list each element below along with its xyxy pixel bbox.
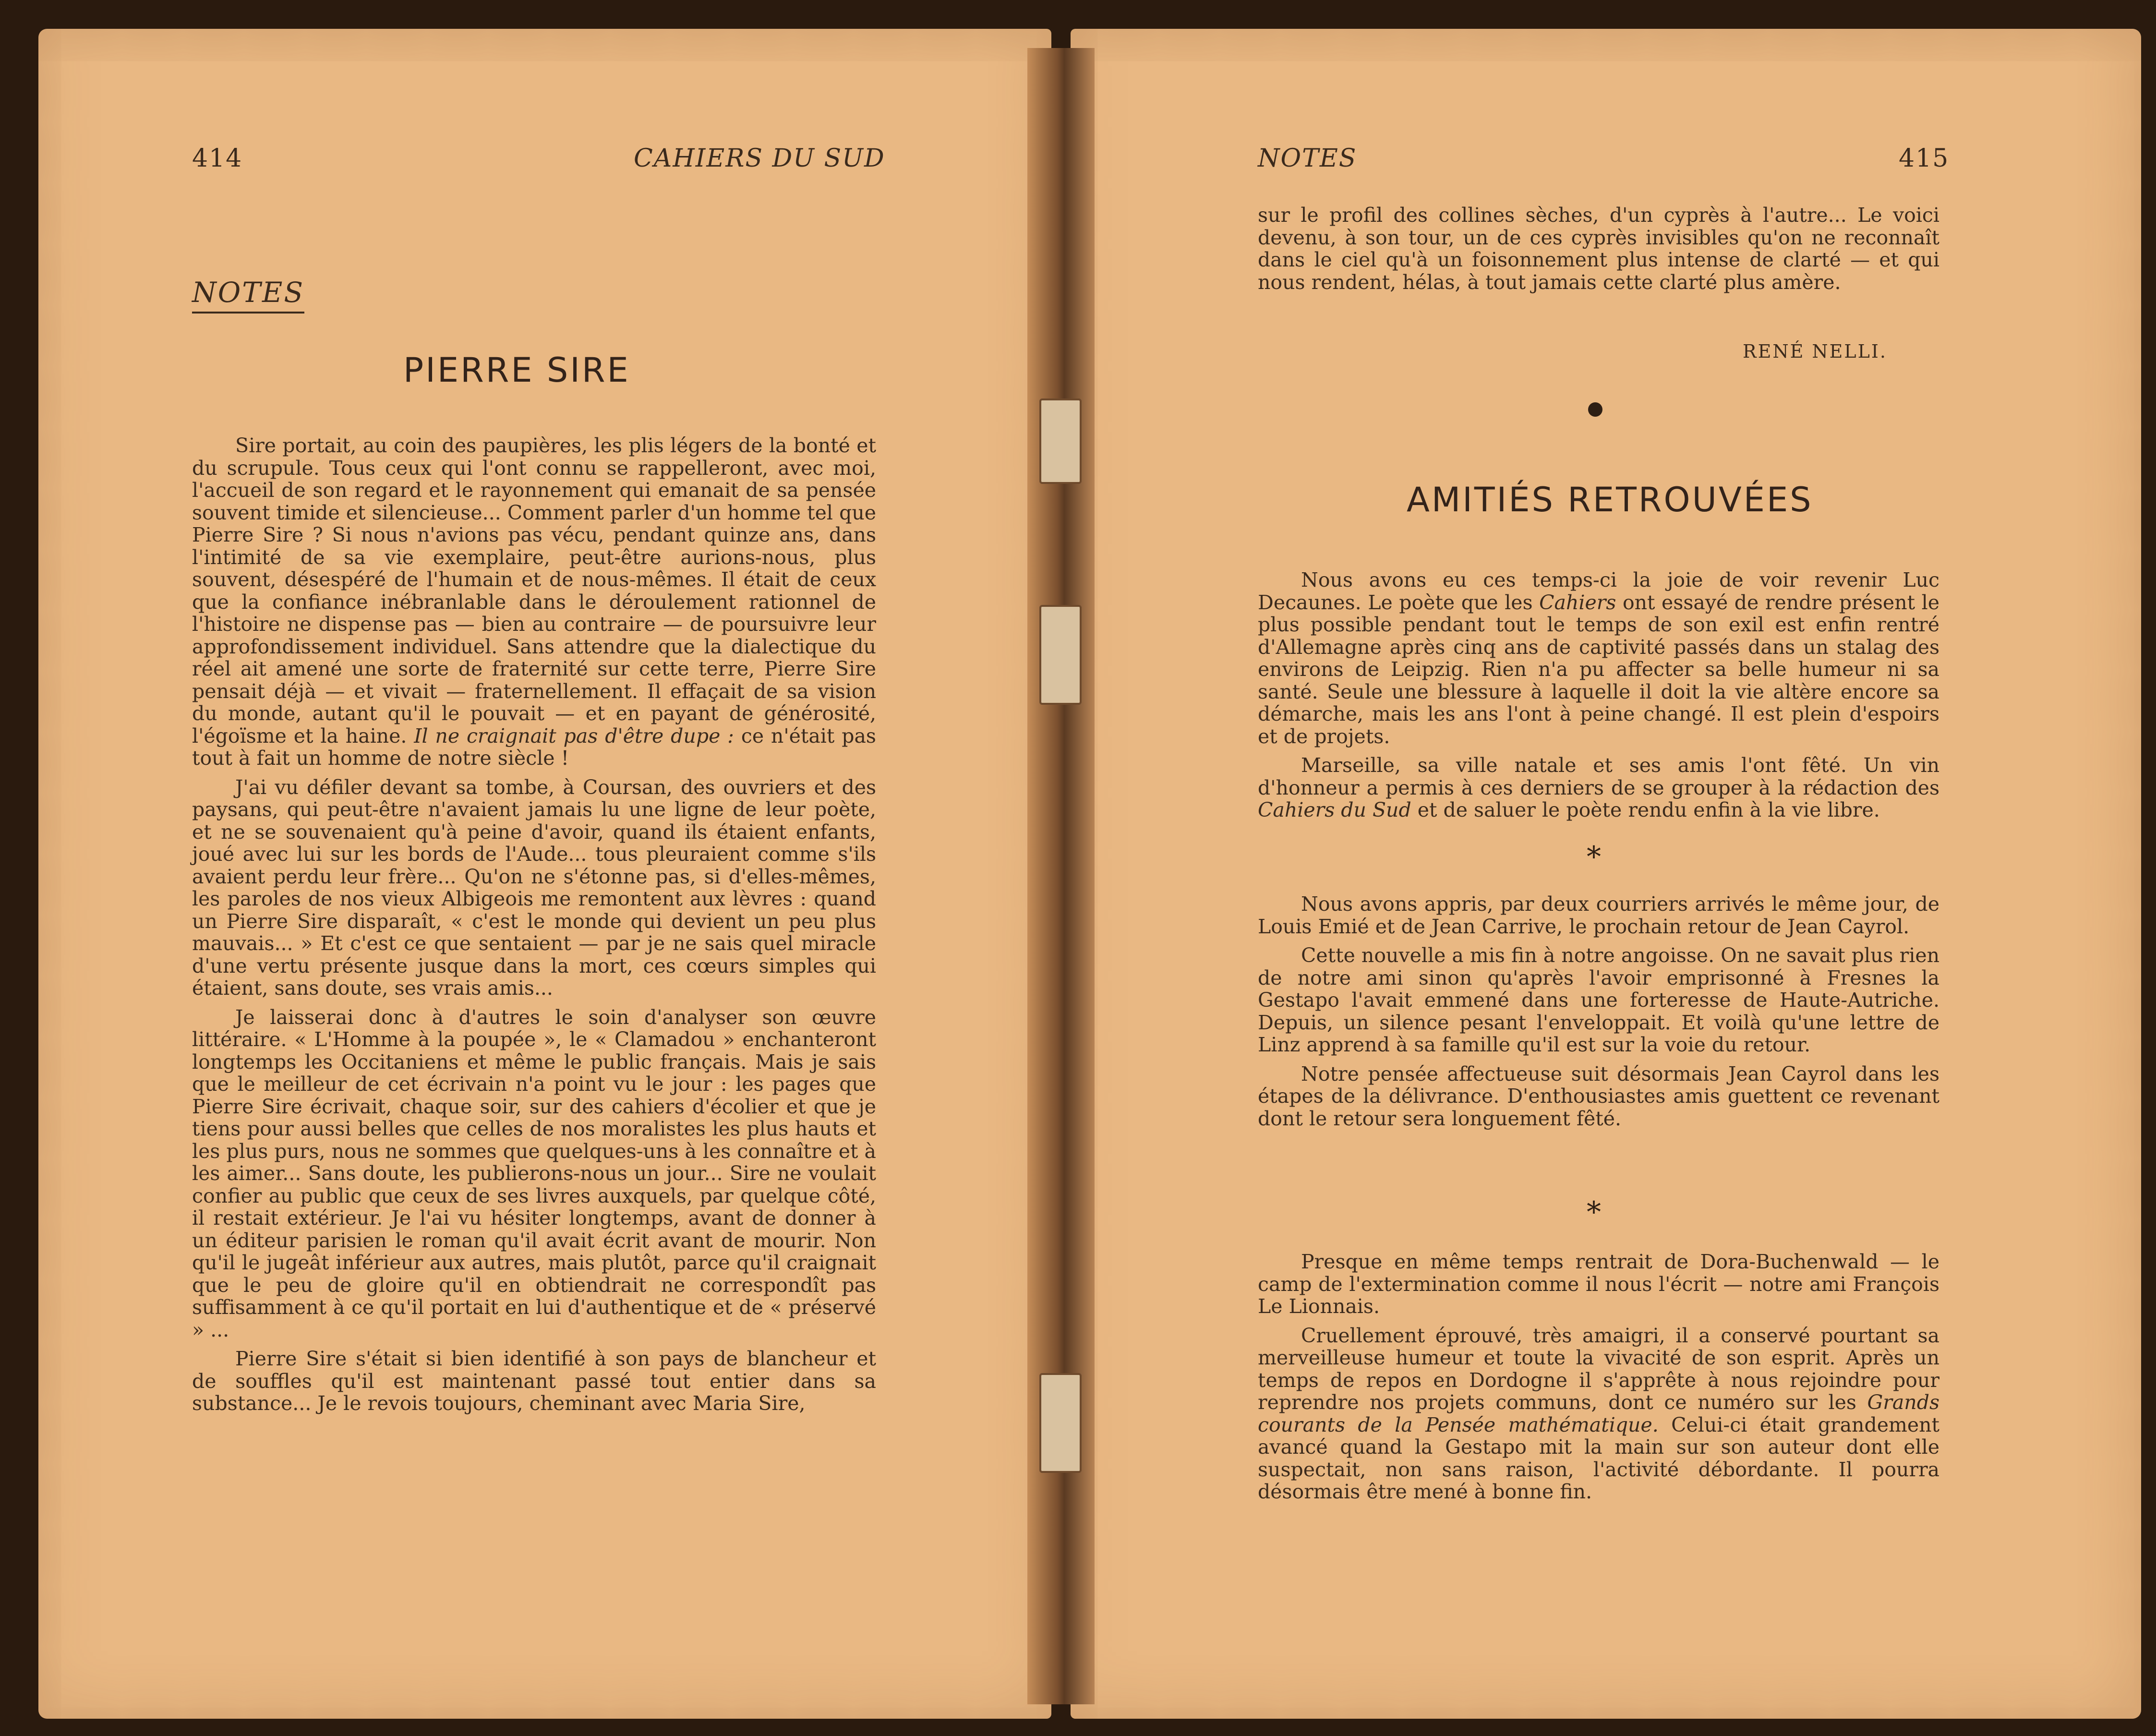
paragraph	[1258, 569, 1939, 747]
page-number-right: 415	[1899, 144, 1950, 173]
paragraph	[192, 434, 876, 770]
paragraph: Notre pensée affectueuse suit désormais Jean Cayrol dans les étapes de la délivrance. D'enthousiastes amis guettent ce revenant dont le retour sera longuement fêté.	[1258, 1062, 1939, 1130]
binding-stitch	[1039, 398, 1082, 484]
italic-phrase: Il ne craignait pas d'être dupe :	[414, 724, 734, 747]
paragraph-text: Cruellement éprouvé, très amaigri, il a conservé pourtant sa merveilleuse humeur et toute la vivacité de son esprit. Après un temps de repos en Dordogne il s'apprête à nous rejoindre pour reprendre nos projets communs, dont ce numéro sur les	[1258, 1324, 1939, 1414]
paragraph: Je laisserai donc à d'autres le soin d'analyser son œuvre littéraire. « L'Homme à la poupée », le « Clamadou » enchanteront longtemps les Occitaniens et même le public français. Mais je sais que le meilleur de cet écrivain n'a point vu le jour : les pages que Pierre Sire écrivait, chaque soir, sur des cahiers d'écolier et que je tiens pour aussi belles que celles de nos moralistes les plus hauts et les plus purs, nous ne sommes que quelques-uns à les connaître et à les aimer... Sans doute, les publierons-nous un jour... Sire ne voulait confier au public que ceux de ses livres auxquels, par quelque côté, il restait extérieur. Je l'ai vu hésiter longtemps, avant de donner à un éditeur parisien le roman qu'il avait écrit avant de mourir. Non qu'il le jugeât inférieur aux autres, mais plutôt, parce qu'il craignait que le peu de gloire qu'il en obtiendrait ne correspondît pas suffisamment à ce qu'il portait en lui d'authentique et de « préservé » ...	[192, 1005, 876, 1341]
left-column	[192, 434, 876, 1422]
paragraph	[1258, 1325, 1939, 1503]
asterism-ornament: *	[1587, 1195, 1601, 1229]
paragraph: Cette nouvelle a mis fin à notre angoisse. On ne savait plus rien de notre ami sinon qu'après l'avoir emprisonné à Fresnes la Gestapo l'avait emmené dans une forteresse de Haute-Autriche. Depuis, un silence pesant l'enveloppait. Et voilà qu'une lettre de Linz apprend à sa famille qu'il est sur la voie du retour.	[1258, 944, 1939, 1056]
right-column-part3	[1258, 1251, 1939, 1510]
paragraph: sur le profil des collines sèches, d'un cyprès à l'autre... Le voici devenu, à son tour, un de ces cyprès invisibles qu'on ne reconnaît dans le ciel qu'à un foisonnement plus intense de clarté — et qui nous rendent, hélas, à tout jamais cette clarté plus amère.	[1258, 204, 1939, 294]
asterism-ornament: *	[1587, 840, 1601, 874]
binding-stitch	[1039, 1373, 1082, 1473]
author-signature: RENÉ NELLI.	[1743, 341, 1887, 362]
paragraph-text: Celui-ci était grandement avancé quand la Gestapo mit la main sur son auteur dont elle suspectait, non sans raison, l'activité débordante. Il pourra désormais être mené à bonne fin.	[1258, 1413, 1939, 1503]
paragraph-text: et de saluer le poète rendu enfin à la vie libre.	[1411, 798, 1880, 821]
section-label: NOTES	[192, 276, 304, 313]
paragraph: Nous avons appris, par deux courriers arrivés le même jour, de Louis Emié et de Jean Carrive, le prochain retour de Jean Cayrol.	[1258, 892, 1939, 938]
page-number-left: 414	[192, 144, 243, 173]
article-title-pierre-sire: PIERRE SIRE	[403, 350, 630, 390]
italic-phrase: Grands courants de la Pensée mathématique.	[1258, 1391, 1939, 1436]
paragraph: J'ai vu défiler devant sa tombe, à Coursan, des ouvriers et des paysans, qui peut-être n'avaient jamais lu une ligne de leur poète, et ne se souvenaient qu'à peine d'avoir, quand ils étaient enfants, joué avec lui sur les bords de l'Aude... tous pleuraient comme s'ils avaient perdu leur frère... Qu'on ne s'étonne pas, si d'elles-mêmes, les paroles de nos vieux Albigeois me remontent aux lèvres : quand un Pierre Sire disparaît, « c'est le monde qui devient un peu plus mauvais... » Et c'est ce que sentaient — par je ne sais quel miracle d'une vertu présente jusque dans la mort, ces cœurs simples qui étaient, sans doute, ses vrais amis...	[192, 775, 876, 1000]
italic-phrase: Cahiers du Sud	[1258, 798, 1411, 821]
paragraph-text: ont essayé de rendre présent le plus possible pendant tout le temps de son exil est enfin rentré d'Allemagne après cinq ans de captivité passés dans un stalag des environs de Leipzig. Rien n'a pu affecter sa belle humeur ni sa santé. Seule une blessure à laquelle il doit la vie altère encore sa démarche, mais les ans l'ont à peine changé. Il est plein d'espoirs et de projets.	[1258, 591, 1939, 748]
paragraph	[1258, 754, 1939, 821]
right-column-part1	[1258, 569, 1939, 828]
section-separator-dot	[1588, 402, 1602, 417]
italic-phrase: Cahiers	[1539, 591, 1616, 614]
paragraph: Pierre Sire s'était si bien identifié à son pays de blancheur et de souffles qu'il est maintenant passé tout entier dans sa substance... Je le revois toujours, cheminant avec Maria Sire,	[192, 1347, 876, 1415]
paragraph-text: Sire portait, au coin des paupières, les plis légers de la bonté et du scrupule. Tous ceux qui l'ont connu se rappelleront, avec moi, l'accueil de son regard et le rayonnement qui emanait de sa pensée souvent timide et silencieuse... Comment parler d'un homme tel que Pierre Sire ? Si nous n'avions pas vécu, pendant quinze ans, dans l'intimité de sa vie exemplaire, peut-être aurions-nous, plus souvent, désespéré de l'humain et de nous-mêmes. Il était de ceux que la confiance inébranlable dans le déroulement rationnel de l'histoire ne dispense pas — bien au contraire — de poursuivre leur approfondissement individuel. Sans attendre que la dialectique du réel ait amené une sorte de fraternité sur cette terre, Pierre Sire pensait déjà — et vivait — fraternellement. Il effaçait de sa vision du monde, autant qu'il le pouvait — et en payant de générosité, l'égoïsme et la haine.	[192, 434, 876, 747]
paragraph-text: Nous avons eu ces temps-ci la joie de voir revenir Luc Decaunes. Le poète que les	[1258, 568, 1939, 614]
paragraph-text: Marseille, sa ville natale et ses amis l'ont fêté. Un vin d'honneur a permis à ces derniers de se grouper à la rédaction des	[1258, 754, 1939, 799]
binding-stitch	[1039, 605, 1082, 705]
paragraph-text: ce n'était pas tout à fait un homme de notre siècle !	[192, 724, 876, 770]
running-head-right: NOTES	[1258, 144, 1357, 173]
running-head-left: CAHIERS DU SUD	[634, 144, 885, 173]
article-title-amities-retrouvees: AMITIÉS RETROUVÉES	[1407, 480, 1813, 519]
paragraph: Presque en même temps rentrait de Dora-Buchenwald — le camp de l'extermination comme il nous l'écrit — notre ami François Le Lionnais.	[1258, 1250, 1939, 1318]
right-column-part2	[1258, 893, 1939, 1136]
continuation-block	[1258, 204, 1939, 300]
